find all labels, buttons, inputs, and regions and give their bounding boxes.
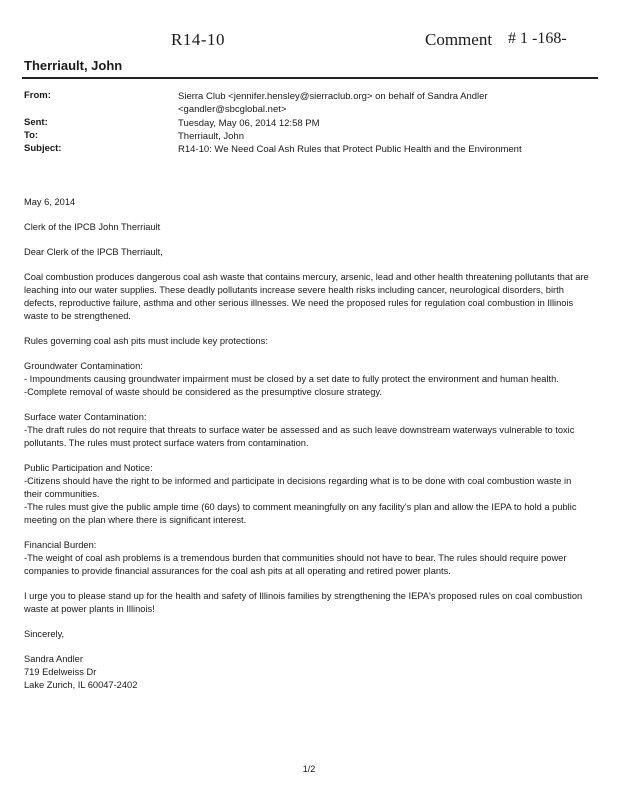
public-participation-item: -Citizens should have the right to be informed and participate in decisions regarding what is to be done with coal combustion waste in their communities. — [24, 476, 572, 499]
surface-water-section — [24, 411, 589, 450]
docket-number: R14-10 — [171, 30, 225, 49]
recipient-name: Therriault, John — [24, 58, 123, 73]
subject-value: R14-10: We Need Coal Ash Rules that Protect Public Health and the Environment — [178, 144, 522, 155]
public-participation-section — [24, 462, 589, 527]
public-participation-item: -The rules must give the public ample time (60 days) to comment meaningfully on any facility's plan and allow the IEPA to hold a public meeting on the plan where there is significant interest. — [24, 502, 577, 525]
letter-addressee: Clerk of the IPCB John Therriault — [24, 222, 161, 232]
public-participation-heading: Public Participation and Notice: — [24, 463, 153, 473]
letter-date: May 6, 2014 — [24, 197, 76, 207]
surface-water-heading: Surface water Contamination: — [24, 412, 147, 422]
comment-label: Comment — [425, 30, 493, 49]
comment-number: # 1 -168- — [508, 30, 567, 47]
surface-water-item: -The draft rules do not require that threats to surface water be assessed and as such leave downstream waterways vulnerable to toxic pollutants. The rules must protect surface waters from contamination. — [24, 425, 575, 448]
signer-address-line2: Lake Zurich, IL 60047-2402 — [24, 680, 138, 690]
subject-label: Subject: — [24, 143, 62, 154]
groundwater-heading: Groundwater Contamination: — [24, 361, 143, 371]
groundwater-section — [24, 360, 589, 399]
closing-paragraph: I urge you to please stand up for the health and safety of Illinois families by strengthening the IEPA's proposed rules on coal combustion waste at power plants in Illinois! — [24, 591, 583, 614]
rules-intro: Rules governing coal ash pits must include key protections: — [24, 336, 268, 346]
financial-burden-heading: Financial Burden: — [24, 540, 97, 550]
signoff: Sincerely, — [24, 629, 65, 639]
signer-address-line1: 719 Edelweiss Dr — [24, 667, 97, 677]
from-label: From: — [24, 90, 51, 101]
signer-name: Sandra Andler — [24, 654, 83, 664]
to-label: To: — [24, 130, 39, 141]
sent-label: Sent: — [24, 117, 48, 128]
header-divider — [22, 77, 598, 79]
groundwater-item: - Impoundments causing groundwater impairment must be closed by a set date to fully protect the environment and human health. — [24, 374, 559, 384]
financial-burden-section — [24, 539, 589, 578]
groundwater-item: -Complete removal of waste should be considered as the presumptive closure strategy. — [24, 387, 382, 397]
financial-burden-item: -The weight of coal ash problems is a tremendous burden that communities should not have to bear. The rules should require power companies to provide financial assurances for the coal ash pits at all operating and retired power plants. — [24, 553, 567, 576]
letter-body — [24, 196, 589, 692]
letter-salutation: Dear Clerk of the IPCB Therriault, — [24, 247, 163, 257]
to-value: Therriault, John — [178, 131, 245, 142]
from-value: Sierra Club <jennifer.hensley@sierraclub.org> on behalf of Sandra Andler <gandler@sbcglobal.net> — [178, 91, 488, 115]
intro-paragraph: Coal combustion produces dangerous coal ash waste that contains mercury, arsenic, lead and other health threatening pollutants that are leaching into our water supplies. These deadly pollutants increase severe health risks including cancer, neurological disorders, birth defects, reproductive failure, asthma and other serious illnesses. We need the proposed rules for regulation coal combustion in Illinois waste to be strengthened. — [24, 272, 589, 321]
sent-value: Tuesday, May 06, 2014 12:58 PM — [178, 118, 320, 129]
page-number: 1/2 — [302, 764, 316, 774]
signature-block — [24, 653, 589, 692]
